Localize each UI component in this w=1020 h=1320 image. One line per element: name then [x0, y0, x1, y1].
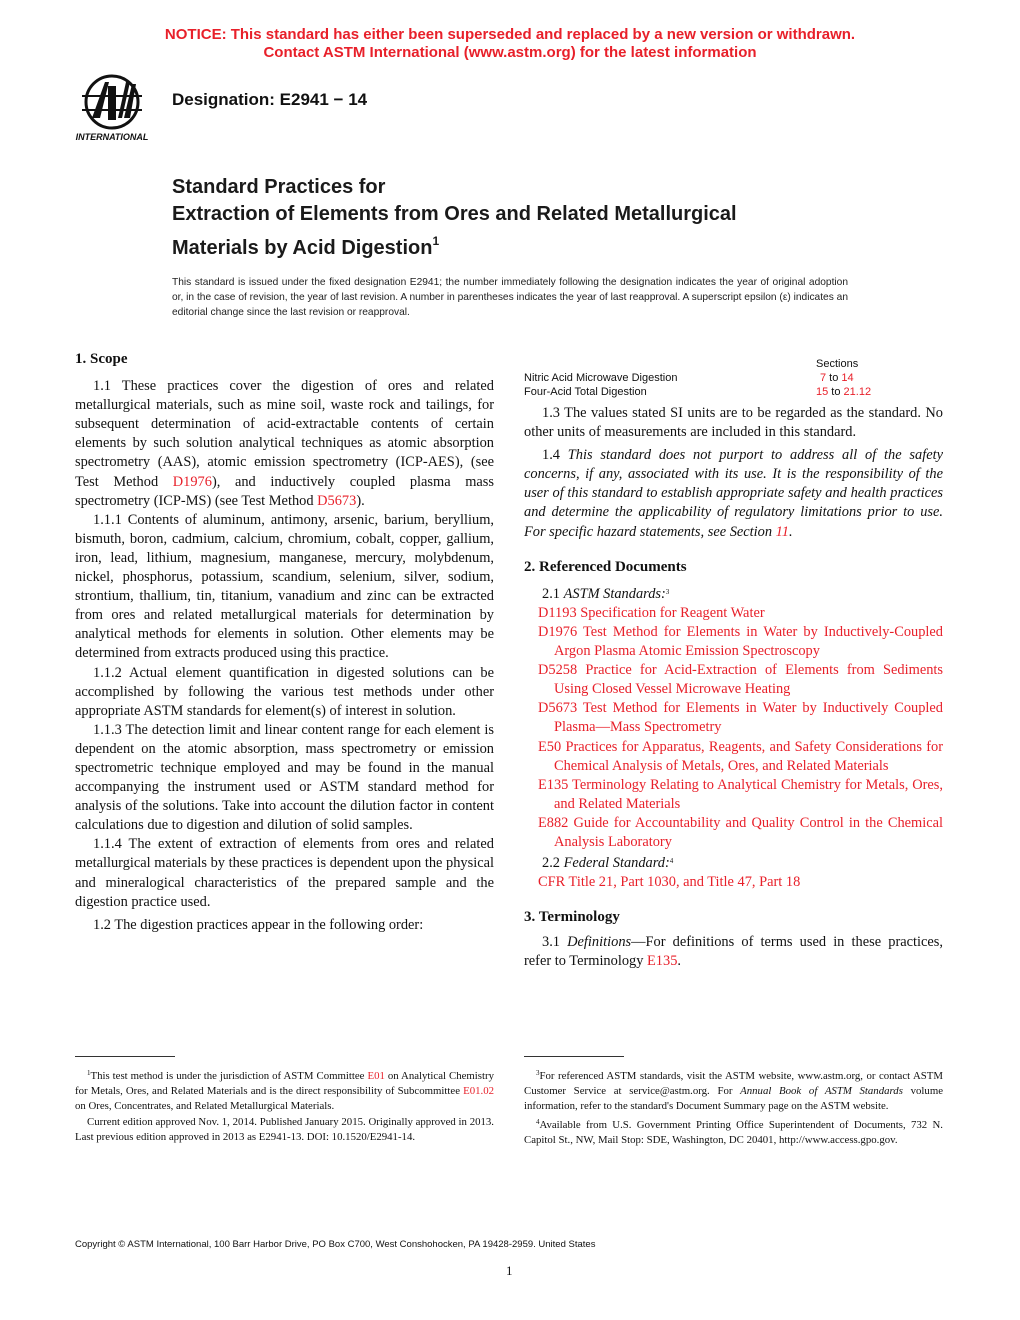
sections-header: Sections	[816, 358, 859, 370]
sections-row	[524, 385, 943, 399]
right-column	[524, 404, 943, 972]
reference-title-link[interactable]: Test Method for Elements in Water by Inductively-Coupled Argon Plasma Atomic Emission Spectroscopy	[554, 623, 943, 660]
paragraph-1-1	[75, 377, 494, 511]
referenced-documents-heading: 2. Referenced Documents	[524, 558, 687, 575]
footnote-1-mark: 1	[87, 1069, 91, 1077]
reference-title-link[interactable]: Practices for Apparatus, Reagents, and Safety Considerations for Chemical Analysis of Metals, Ores, and Related Materials	[554, 738, 943, 774]
astm-standards-footnote-mark: 3	[665, 587, 670, 596]
title-line-2: Extraction of Elements from Ores and Related Metallurgical	[172, 203, 737, 225]
reference-title-link[interactable]: Specification for Reagent Water	[576, 604, 765, 621]
footnote-4	[524, 1115, 943, 1148]
document-title	[172, 174, 932, 262]
footnote-3-mark: 3	[536, 1069, 540, 1077]
p3-1-term: Definitions	[567, 934, 632, 951]
reference-code-link[interactable]: D5258	[538, 662, 578, 679]
sections-row-range	[816, 385, 896, 399]
federal-standard-text: Federal Standard:	[563, 855, 670, 872]
title-line-3-text: Materials by Acid Digestion	[172, 237, 433, 259]
cfr-link[interactable]: CFR Title 21, Part 1030, and Title 47, Part 18	[538, 874, 801, 891]
reference-code-link[interactable]: E882	[538, 814, 569, 831]
notice-line-2: Contact ASTM International (www.astm.org) for the latest information	[263, 44, 757, 61]
link-d5673[interactable]: D5673	[317, 492, 357, 509]
notice-line-1: NOTICE: This standard has either been superseded and replaced by a new version or withdrawn.	[164, 26, 856, 43]
footnote-3-text-a: For referenced ASTM standards, visit the ASTM website, www.astm.org, or contact ASTM Customer Service at service@astm.org. For	[524, 1070, 943, 1098]
paragraph-3-1	[524, 933, 943, 971]
reference-code-link[interactable]: D5673	[538, 700, 578, 717]
designation: Designation: E2941 − 14	[172, 90, 368, 109]
reference-item	[524, 604, 943, 623]
reference-item	[524, 776, 943, 814]
issued-statement: This standard is issued under the fixed designation E2941; the number immediately following the designation indicates the year of original adoption or, in the case of revision, the year of last revision. A number in parentheses indicates the year of last reapproval. A superscript epsilon (ε) indicates an editorial change since the last revision or reapproval.	[172, 277, 848, 318]
link-section-21-12[interactable]: 21.12	[843, 386, 872, 398]
footnote-1-edition: Current edition approved Nov. 1, 2014. Published January 2015. Originally approved in 2013. Last previous edition approved in 2013 as E2941-13. DOI: 10.1520/E2941-14.	[75, 1115, 494, 1143]
reference-code-link[interactable]: D1976	[538, 623, 578, 640]
paragraph-1-2: 1.2 The digestion practices appear in the following order:	[93, 916, 424, 933]
p3-1-end: .	[677, 953, 682, 970]
footnote-1	[75, 1066, 494, 1115]
astm-logo-mark-icon	[82, 76, 142, 128]
p1-4-text: This standard does not purport to address all of the safety concerns, if any, associated with its use. It is the responsibility of the user of this standard to establish appropriate safety and health practices and determine the applicability of regulatory limitations prior to use. For specific hazard statements, see Section	[524, 447, 943, 540]
copyright: Copyright © ASTM International, 100 Barr Harbor Drive, PO Box C700, West Conshohocken, PA 19428-2959. United States	[75, 1239, 596, 1250]
reference-code-link[interactable]: D1193	[538, 604, 577, 621]
link-section-11[interactable]: 11	[775, 523, 789, 540]
sections-row-label: Four-Acid Total Digestion	[524, 386, 647, 398]
reference-title-link[interactable]: Practice for Acid-Extraction of Elements from Sediments Using Closed Vessel Microwave Heating	[554, 662, 943, 698]
scope-heading: 1. Scope	[75, 351, 128, 367]
sections-row-range	[816, 371, 890, 385]
footnote-3-italic: Annual Book of ASTM Standards	[740, 1085, 903, 1098]
logo-subtitle: INTERNATIONAL	[75, 132, 149, 142]
reference-title-link[interactable]: Terminology Relating to Analytical Chemistry for Metals, Ores, and Related Materials	[554, 776, 943, 812]
link-section-7[interactable]: 7	[820, 372, 827, 384]
footnote-1-text-c: on Ores, Concentrates, and Related Metallurgical Materials.	[75, 1100, 335, 1113]
reference-code-link[interactable]: E135	[538, 776, 569, 793]
footnote-1-text-b: on Analytical Chemistry for Metals, Ores, and Related Materials and is the direct responsibility of Subcommittee	[75, 1070, 494, 1098]
terminology-heading: 3. Terminology	[524, 909, 620, 926]
paragraph-1-4	[524, 446, 943, 541]
footnote-4-text: Available from U.S. Government Printing Office Superintendent of Documents, 732 N. Capitol St., NW, Mail Stop: SDE, Washington, DC 20401, http://www.access.gpo.gov.	[524, 1118, 943, 1146]
footnote-1-text-a: This test method is under the jurisdiction of ASTM Committee	[90, 1070, 368, 1082]
link-e01[interactable]: E01	[367, 1070, 385, 1082]
p1-4-end: .	[788, 523, 793, 540]
astm-standards-label	[524, 583, 943, 604]
footnote-3-text-b: volume information, refer to the standard's Document Summary page on the ASTM website.	[524, 1085, 944, 1113]
footnote-3	[524, 1066, 943, 1115]
cfr-reference	[524, 873, 943, 892]
footnote-rule-left	[75, 1056, 175, 1057]
link-e01-02[interactable]: E01.02	[463, 1085, 494, 1098]
reference-item	[524, 814, 943, 852]
reference-item	[524, 623, 943, 661]
paragraph-1-1-2: 1.1.2 Actual element quantification in digested solutions can be accomplished by following the various test methods under other appropriate ASTM standards for element(s) of interest in solution.	[75, 664, 494, 719]
paragraph-1-3: 1.3 The values stated SI units are to be regarded as the standard. No other units of measurements are included in this standard.	[524, 405, 943, 441]
reference-item	[524, 661, 943, 699]
link-e135[interactable]: E135	[647, 953, 678, 970]
footnotes-right	[524, 1066, 943, 1148]
sections-row	[524, 371, 943, 385]
p3-1-text: —For definitions of terms used in these practices, refer to Terminology	[524, 934, 943, 970]
astm-standards-number: 2.1	[542, 585, 564, 602]
footnote-rule-right	[524, 1056, 624, 1057]
footnotes-left	[75, 1066, 494, 1145]
paragraph-1-1-3: 1.1.3 The detection limit and linear content range for each element is dependent on the atomic absorption, mass spectrometry or emission spectrometric technique employed and may be found in the manual accompanying the instrument used or ASTM standard method for analysis of the solutions. Take into account the dilution factor in content calculations due to digestion and dilution of solid samples.	[75, 721, 494, 834]
reference-item	[524, 699, 943, 737]
link-d1976[interactable]: D1976	[172, 473, 212, 490]
federal-standard-label	[524, 852, 943, 873]
reference-title-link[interactable]: Test Method for Elements in Water by Inductively Coupled Plasma—Mass Spectrometry	[554, 700, 943, 736]
federal-standard-footnote-mark: 4	[669, 857, 674, 866]
title-line-3	[172, 228, 932, 262]
sections-to-word: to	[826, 372, 842, 384]
federal-standard-number: 2.2	[542, 855, 564, 872]
p1-4-number: 1.4	[542, 447, 568, 464]
notice-banner	[0, 26, 1020, 62]
link-section-15[interactable]: 15	[816, 386, 829, 398]
sections-to-word: to	[828, 386, 844, 398]
p1-1-text-c: ).	[356, 492, 365, 509]
p1-1-text-b: ), and inductively coupled plasma mass spectrometry (ICP-MS) (see Test Method	[75, 473, 495, 509]
paragraph-1-1-1: 1.1.1 Contents of aluminum, antimony, arsenic, barium, beryllium, bismuth, boron, cadmium, calcium, chromium, cobalt, copper, gallium, iron, lead, lithium, magnesium, manganese, mercury, molybdenum, nickel, phosphorus, potassium, scandium, selenium, silver, sodium, strontium, thallium, tin, titanium, vanadium and zinc can be extracted from ores and related metallurgical materials for determination by analytical methods for elements in solution. Other elements may be determined from extracts produced using this practice.	[75, 511, 494, 662]
title-footnote-mark: 1	[432, 234, 440, 248]
p1-1-text-a: 1.1 These practices cover the digestion of ores and related metallurgical materials, such as mine soil, waste rock and tailings, for subsequent determination of acid-extractable contents of certain elements by such solution analytical techniques as atomic absorption spectrometry (AAS), atomic emission spectrometry (ICP-AES), (see Test Method	[75, 378, 494, 490]
paragraph-1-1-4: 1.1.4 The extent of extraction of elements from ores and related metallurgical materials by these practices is dependent upon the physical and mineralogical characteristics of the prepared sample and the digestion practice used.	[75, 836, 494, 910]
sections-row-label: Nitric Acid Microwave Digestion	[524, 372, 678, 384]
title-line-1: Standard Practices for	[172, 176, 386, 198]
footnote-4-mark: 4	[536, 1117, 540, 1126]
link-section-14[interactable]: 14	[841, 372, 854, 384]
reference-code-link[interactable]: E50	[538, 738, 562, 755]
astm-logo	[72, 72, 162, 144]
reference-title-link[interactable]: Guide for Accountability and Quality Control in the Chemical Analysis Laboratory	[554, 814, 943, 850]
p3-1-number: 3.1	[542, 934, 568, 951]
astm-standards-text: ASTM Standards:	[563, 585, 666, 602]
sections-table	[524, 357, 943, 399]
left-column	[75, 350, 494, 935]
reference-item	[524, 738, 943, 776]
page-number: 1	[506, 1263, 513, 1278]
